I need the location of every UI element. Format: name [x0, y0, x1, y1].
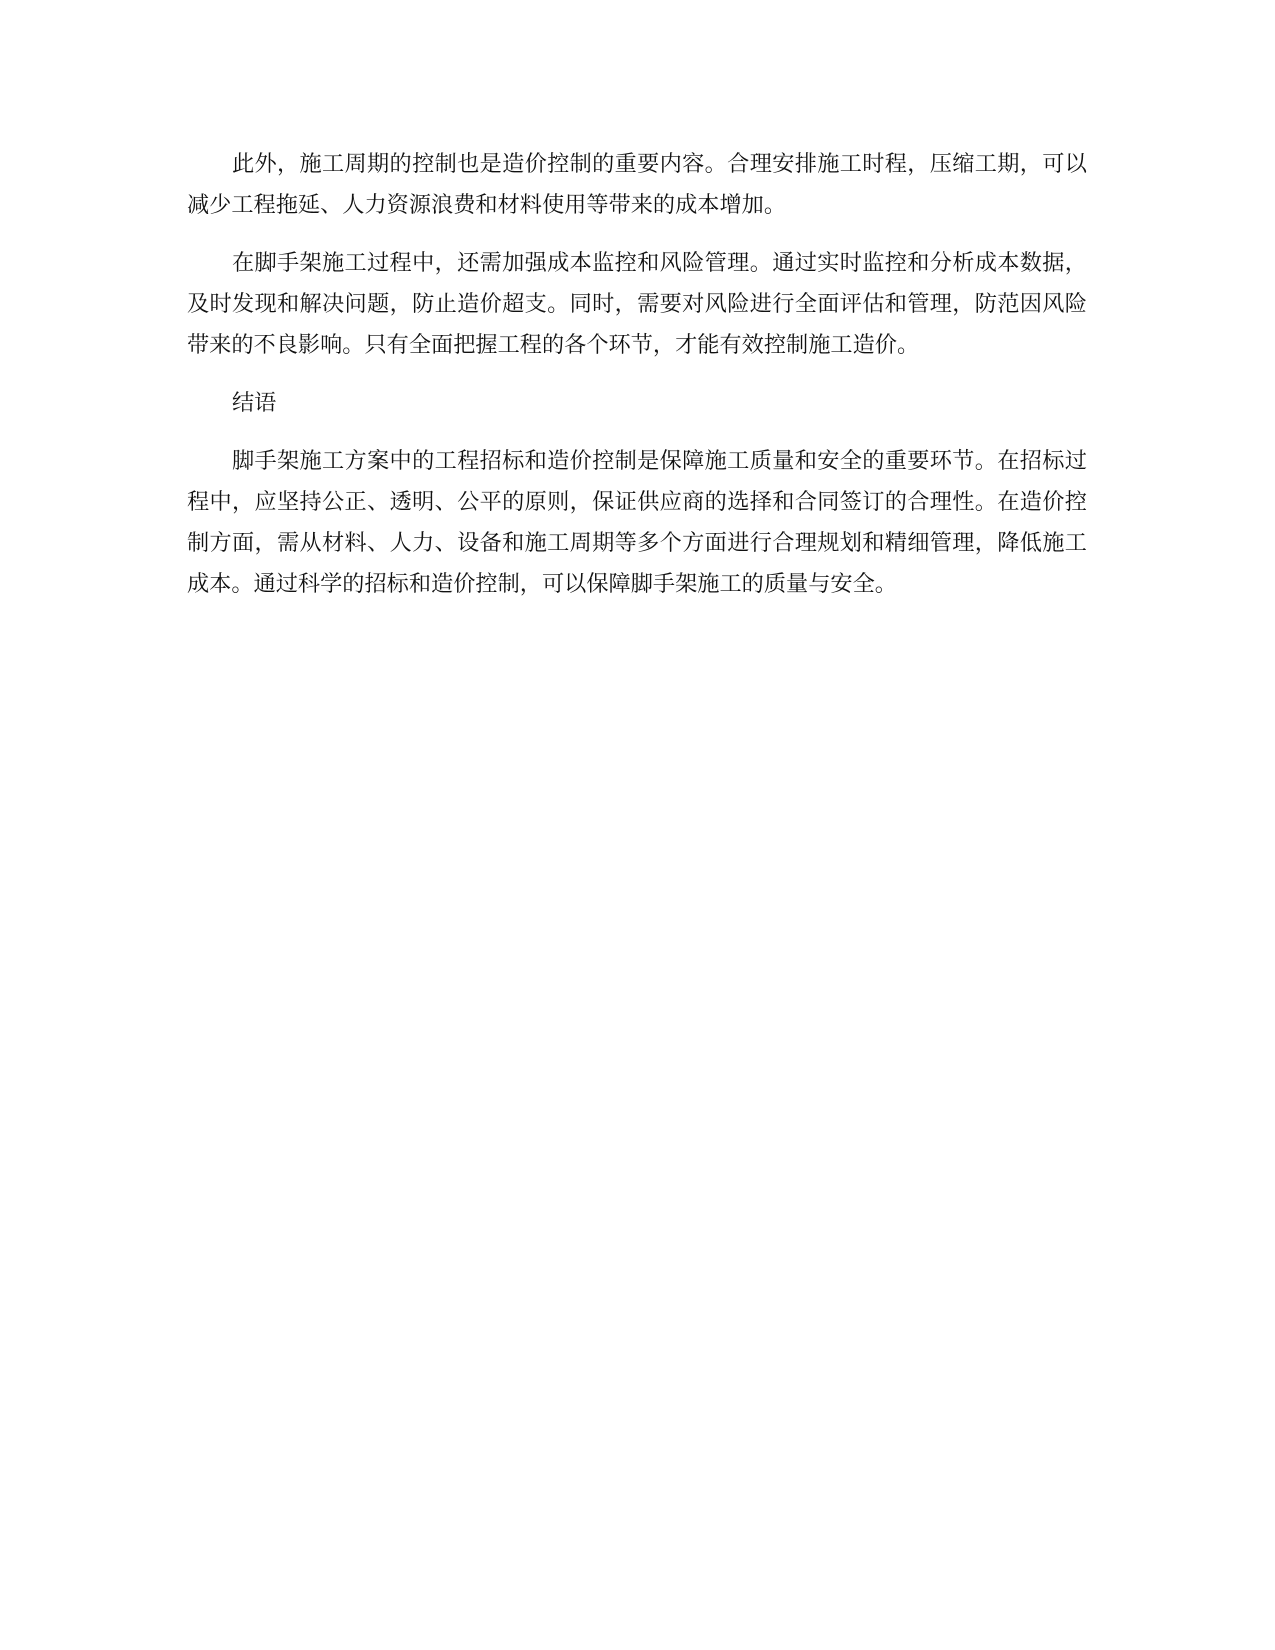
document-body	[187, 144, 1087, 622]
conclusion-heading: 结语	[232, 390, 277, 416]
paragraph-construction-period: 此外，施工周期的控制也是造价控制的重要内容。合理安排施工时程，压缩工期，可以减少工程拖延、人力资源浪费和材料使用等带来的成本增加。	[187, 151, 1087, 218]
paragraph-conclusion: 脚手架施工方案中的工程招标和造价控制是保障施工质量和安全的重要环节。在招标过程中，应坚持公正、透明、公平的原则，保证供应商的选择和合同签订的合理性。在造价控制方面，需从材料、人力、设备和施工周期等多个方面进行合理规划和精细管理，降低施工成本。通过科学的招标和造价控制，可以保障脚手架施工的质量与安全。	[187, 448, 1087, 597]
paragraph-cost-monitoring: 在脚手架施工过程中，还需加强成本监控和风险管理。通过实时监控和分析成本数据，及时发现和解决问题，防止造价超支。同时，需要对风险进行全面评估和管理，防范因风险带来的不良影响。只有全面把握工程的各个环节，才能有效控制施工造价。	[187, 250, 1087, 358]
